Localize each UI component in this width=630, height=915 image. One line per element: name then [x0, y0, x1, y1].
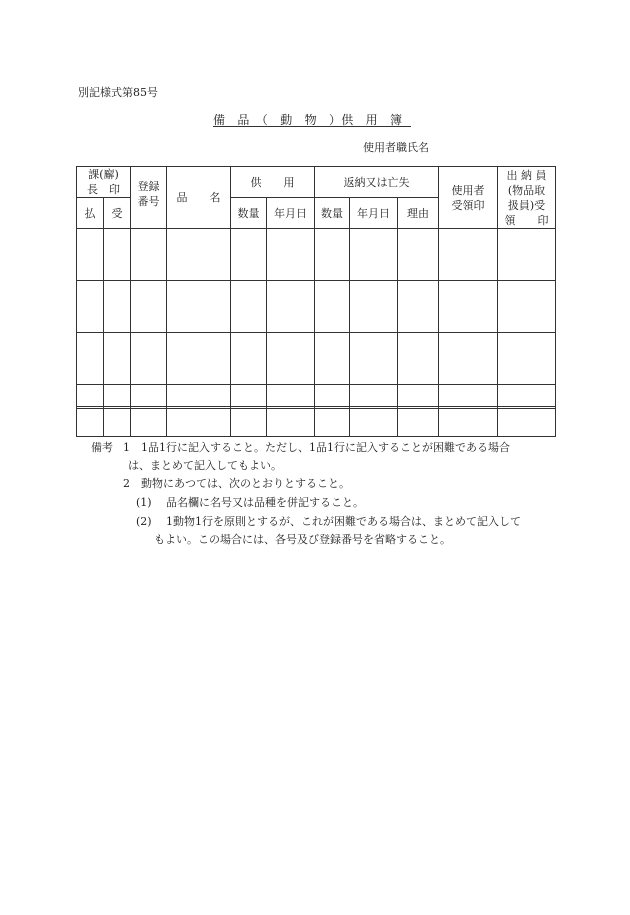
table-cell[interactable]	[267, 229, 315, 281]
note-1-line1: 1品1行に記入すること。ただし、1品1行に記入することが困難である場合	[141, 441, 510, 454]
table-cell[interactable]	[104, 281, 131, 333]
header-supply-date: 年月日	[267, 198, 315, 229]
table-cell[interactable]	[439, 281, 498, 333]
header-item-name: 品 名	[167, 167, 231, 229]
note-1-number: 1	[123, 441, 130, 454]
user-name-label: 使用者職氏名	[363, 141, 429, 154]
table-cell[interactable]	[104, 333, 131, 385]
table-row	[77, 333, 556, 385]
subnote-1-text: 品名欄に名号又は品種を併記すること。	[166, 496, 364, 509]
header-section-chief-stamp	[77, 167, 131, 198]
subnote-2-line2: もよい。この場合には、各号及び登録番号を省略すること。	[154, 533, 451, 546]
table-cell[interactable]	[350, 333, 398, 385]
table-cell[interactable]	[167, 333, 231, 385]
table-cell[interactable]	[231, 229, 267, 281]
title-underline	[213, 126, 411, 127]
header-supply-quantity: 数量	[231, 198, 267, 229]
note-2-text: 動物にあつては、次のとおりとすること。	[141, 477, 350, 490]
table-cell[interactable]	[498, 229, 556, 281]
header-officer-receipt-stamp	[498, 167, 556, 229]
header-return-reason: 理由	[398, 198, 439, 229]
notes-heading: 備考	[91, 441, 113, 454]
table-cell[interactable]	[167, 229, 231, 281]
table-cell[interactable]	[231, 281, 267, 333]
note-1-line2: は、まとめて記入してもよい。	[128, 459, 282, 472]
header-return-quantity: 数量	[315, 198, 350, 229]
table-cell[interactable]	[315, 333, 350, 385]
table-cell[interactable]	[398, 333, 439, 385]
header-registration-number	[131, 167, 167, 229]
table-cell[interactable]	[498, 281, 556, 333]
form-number: 別記様式第85号	[78, 86, 158, 99]
table-cell[interactable]	[350, 281, 398, 333]
table-cell[interactable]	[104, 229, 131, 281]
table-cell[interactable]	[350, 229, 398, 281]
table-cell[interactable]	[131, 281, 167, 333]
header-in: 受	[104, 198, 131, 229]
subnote-2-line1: 1動物1行を原則とするが、これが困難である場合は、まとめて記入して	[166, 515, 521, 528]
table-cell[interactable]	[315, 229, 350, 281]
table-cell[interactable]	[231, 333, 267, 385]
table-cell[interactable]	[439, 333, 498, 385]
header-reg-line2: 番号	[137, 195, 160, 208]
header-section-chief-line2: 長 印	[87, 183, 120, 196]
header-user-line2: 受領印	[451, 198, 485, 212]
header-supply-group: 供 用	[231, 167, 315, 198]
note-2-number: 2	[123, 477, 130, 490]
form-title: 備 品 （ 動 物 ）供 用 簿	[213, 113, 403, 127]
header-officer-line3: 扱員)受	[507, 198, 546, 212]
subnote-1-number: (1)	[136, 496, 152, 509]
table-cell[interactable]	[315, 281, 350, 333]
header-reg-line1: 登録	[137, 180, 160, 193]
table-cell[interactable]	[77, 229, 104, 281]
table-cell[interactable]	[398, 229, 439, 281]
subnote-2-number: (2)	[136, 515, 152, 528]
table-cell[interactable]	[267, 281, 315, 333]
table-cell[interactable]	[77, 281, 104, 333]
header-officer-line1: 出 納 員	[506, 168, 547, 182]
header-officer-line4: 領 印	[504, 213, 549, 227]
table-cell[interactable]	[398, 281, 439, 333]
ledger-table	[76, 166, 556, 437]
table-row	[77, 281, 556, 333]
header-return-date: 年月日	[350, 198, 398, 229]
table-row	[77, 229, 556, 281]
header-out: 払	[77, 198, 104, 229]
table-cell[interactable]	[131, 229, 167, 281]
table-cell[interactable]	[131, 333, 167, 385]
header-section-chief-line1: 課(廨)	[88, 168, 119, 181]
table-cell[interactable]	[267, 333, 315, 385]
table-cell[interactable]	[167, 281, 231, 333]
header-user-line1: 使用者	[451, 183, 485, 197]
header-officer-line2: (物品取	[507, 183, 546, 197]
table-cell[interactable]	[439, 229, 498, 281]
header-user-receipt-stamp	[439, 167, 498, 229]
table-bottom-double-rule	[76, 406, 555, 412]
table-cell[interactable]	[77, 333, 104, 385]
table-cell[interactable]	[498, 333, 556, 385]
header-return-group: 返納又は亡失	[315, 167, 439, 198]
